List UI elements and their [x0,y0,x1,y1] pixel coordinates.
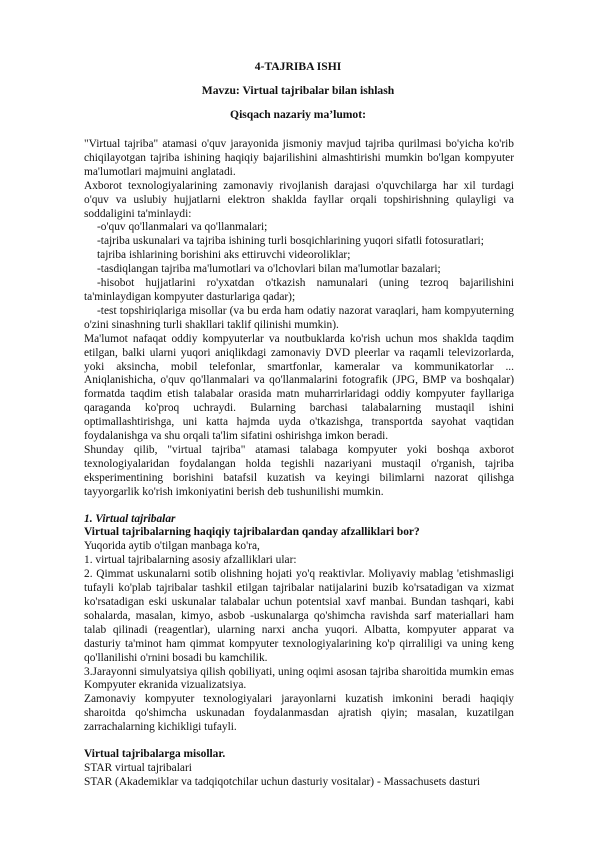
section-question: Virtual tajribalarning haqiqiy tajribalardan qanday afzalliklari bor? [84,526,420,539]
intro-paragraph-3: Ma'lumot nafaqat oddiy kompyuterlar va noutbuklarda ko'rish uchun mos shaklda taqdim etilgan, balki ularni yuqori aniqlikdagi zamonaviy DVD pleerlar va raqamli televizorlarda, yoki aksincha, mobil telefonlar, smartfonlar, kameralar va kommunikatorlar ... Aniqlanishicha, o'quv qo'llanmalari va qo'llanmalarini fotografik (JPG, BMP va boshqalar) formatda taqdim etish talabalar orasida matn muharrirlaridagi oddiy kompyuter fayllariga qaraganda ko'proq uchraydi. Bularning barchasi talabalarning mustaqil ishini optimallashtirishga, uni katta hajmda uyda o'tkazishga, transportda sayohat vaqtidan foydalanishga va shu orqali ta'lim sifatini oshirishga imkon beradi. [84,332,514,443]
topic-line: Mavzu: Virtual tajribalar bilan ishlash [201,84,395,97]
spacer [84,500,514,513]
section-heading: 1. Virtual tajribalar [84,512,176,525]
text-line: Yuqorida aytib o'tilgan manbaga ko'ra, [84,540,260,553]
spacer [84,735,514,748]
intro-list-item: -o'quv qo'llanmalari va qo'llanmalari; [97,221,268,234]
text-line: STAR virtual tajribalari [84,761,192,774]
intro-list-item: -tajriba uskunalari va tajriba ishining turli bosqichlarining yuqori sifatli fotosuratlari; [97,235,484,248]
text-line: 1. virtual tajribalarning asosiy afzalliklari ular: [84,554,297,567]
advantage-paragraph-4: Zamonaviy kompyuter texnologiyalari jarayonlarni kuzatish imkonini beradi haqiqiy sharoitda qo'shimcha uskunadan foydalanmasdan ajratish qiyin; masalan, kuzatilgan zarrachalarning kichikligi tufayli. [84,693,514,734]
advantage-paragraph-3: 3.Jarayonni simulyatsiya qilish qobiliyati, uning oqimi asosan tajriba sharoitida mumkin emas Kompyuter ekranida vizualizatsiya. [84,665,514,692]
intro-list-item: -tasdiqlangan tajriba ma'lumotlari va o'lchovlari bilan ma'lumotlar bazalari; [97,263,441,276]
advantage-paragraph-2: 2. Qimmat uskunalarni sotib olishning hojati yo'q reaktivlar. Moliyaviy mablag 'etishmasligi tufayli ko'plab tajribalar tashkil etilgan tajribalar natijalarini buzib ko'rsatadigan va xizmat ko'rsatadigan eski uskunalar talabalar uchun potentsial xavf manbai. Bundan tashqari, kabi sohalarda, masalan, kimyo, asbob -uskunalarga qo'shimcha ravishda sarf materiallari ham talab qilinadi (reagentlar), ularning narxi ancha yuqori. Albatta, kompyuter apparat va dasturiy ta'minot ham qimmat kompyuter texnologiyalarining ko'p qirraliligi va uning keng qo'llanilishi o'rnini bosadi bu kamchilik. [84,568,514,664]
intro-list-item: -test topshiriqlariga misollar (va bu erda ham odatiy nazorat varaqlari, ham kompyuterning o'zini sinashning turli shakllari taklif qilinishi mumkin). [84,304,514,331]
examples-heading: Virtual tajribalarga misollar. [84,748,226,761]
intro-paragraph-2: Axborot texnologiyalarining zamonaviy rivojlanish darajasi o'quvchilarga har xil turdagi o'quv va uslubiy hujjatlarni elektron shaklda fayllar orqali topshirishning qulayligi va soddaligini ta'minlaydi: [84,179,514,220]
intro-list-item: -hisobot hujjatlarini ro'yxatdan o'tkazish namunalari (uning tezroq bajarilishini ta'minlaydigan kompyuter dasturlariga qadar); [84,277,514,303]
document-title: 4-TAJRIBA ISHI [254,60,342,73]
intro-paragraph-4: Shunday qilib, "virtual tajriba" atamasi talabaga kompyuter yoki boshqa axborot texnologiyalaridan foydalangan holda tegishli nazariyani mustaqil o'rganish, tajriba eksperimentining borishini batafsil kuzatish va keyingi bilimlarni nazorat qilishga tayyorgarlik ko'rish imkoniyatini berish deb tushunilishi mumkin. [84,443,514,498]
intro-paragraph-1: "Virtual tajriba" atamasi o'quv jarayonida jismoniy mavjud tajriba qurilmasi bo'yicha ko'rib chiqilayotgan tajriba ishining haqiqiy bajarilishini almashtirishi mumkin bo'lgan kompyuter ma'lumotlari majmuini anglatadi. [84,138,514,178]
text-line: STAR (Akademiklar va tadqiqotchilar uchun dasturiy vositalar) - Massachusets dasturi [84,775,481,788]
document-body [84,138,514,790]
intro-list-item: tajriba ishlarining borishini aks ettiruvchi videoroliklar; [97,249,351,262]
section-subtitle: Qisqach nazariy ma’lumot: [230,108,366,121]
